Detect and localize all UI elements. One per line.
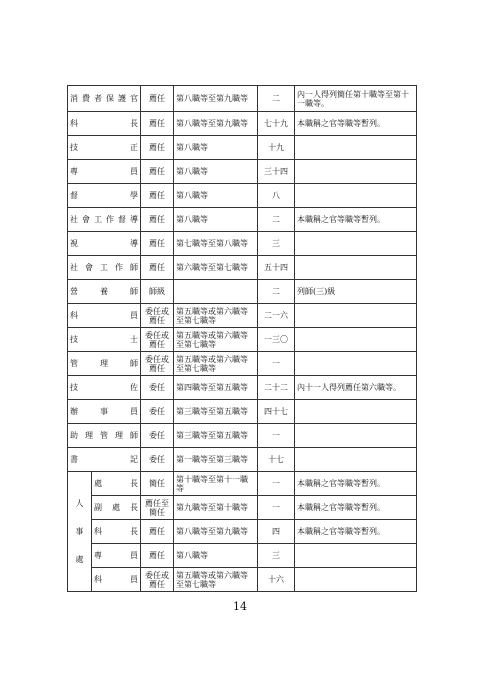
- position-title: 書 記: [68, 448, 141, 472]
- remark: 內十一人得列薦任第六職等。: [295, 376, 417, 400]
- remark: [295, 424, 417, 448]
- headcount: 十九: [258, 136, 295, 160]
- official-grade: 委任: [141, 448, 174, 472]
- remark: [295, 352, 417, 376]
- headcount: 二: [258, 208, 295, 232]
- headcount: 一: [258, 472, 295, 496]
- remark: [295, 448, 417, 472]
- remark: [295, 568, 417, 592]
- department-label-char: 事: [75, 527, 84, 536]
- remark: [295, 544, 417, 568]
- headcount: 二十二: [258, 376, 295, 400]
- rank-range: 第八職等: [174, 544, 258, 568]
- remark: [295, 256, 417, 280]
- position-title: 專 員: [92, 544, 141, 568]
- rank-range: 第三職等至第五職等: [174, 424, 258, 448]
- rank-range: 第八職等: [174, 184, 258, 208]
- rank-range: 第七職等至第八職等: [174, 232, 258, 256]
- remark: 本職稱之官等職等暫列。: [295, 472, 417, 496]
- position-title: 視 導: [68, 232, 141, 256]
- table-row: [68, 208, 417, 232]
- remark: 列師(三)級: [295, 280, 417, 304]
- headcount: 一: [258, 424, 295, 448]
- rank-range: 第五職等或第六職等至第七職等: [174, 352, 258, 376]
- headcount: 十七: [258, 448, 295, 472]
- headcount: 八: [258, 184, 295, 208]
- position-title: 科 員: [68, 304, 141, 328]
- official-grade: 委任或薦任: [141, 328, 174, 352]
- table-row: [68, 568, 417, 592]
- remark: 內一人得列簡任第十職等至第十一職等。: [295, 86, 417, 112]
- position-title: 社會工作督導: [68, 208, 141, 232]
- rank-range: 第八職等至第九職等: [174, 112, 258, 136]
- rank-range: 第四職等至第五職等: [174, 376, 258, 400]
- rank-range: 第十職等至第十一職等: [174, 472, 258, 496]
- headcount: 三: [258, 232, 295, 256]
- official-grade: 委任: [141, 400, 174, 424]
- table-row: [68, 352, 417, 376]
- official-grade: 薦任: [141, 520, 174, 544]
- remark: [295, 328, 417, 352]
- official-grade: 薦任: [141, 160, 174, 184]
- rank-range: 第九職等至第十職等: [174, 496, 258, 520]
- page-number: 14: [233, 600, 247, 613]
- rank-range: 第八職等至第九職等: [174, 520, 258, 544]
- rank-range: 第一職等至第三職等: [174, 448, 258, 472]
- table-row: [68, 496, 417, 520]
- position-title: 技 士: [68, 328, 141, 352]
- official-grade: 委任或薦任: [141, 352, 174, 376]
- headcount: 二: [258, 280, 295, 304]
- official-grade: 薦任: [141, 256, 174, 280]
- position-title: 副 處 長: [92, 496, 141, 520]
- department-label-char: 人: [75, 499, 84, 508]
- position-title: 科 長: [68, 112, 141, 136]
- official-grade: 薦任至簡任: [141, 496, 174, 520]
- remark: [295, 160, 417, 184]
- position-title: 消費者保護官: [68, 86, 141, 112]
- table-row: [68, 86, 417, 112]
- table-row: [68, 304, 417, 328]
- table-row: [68, 136, 417, 160]
- official-grade: 薦任: [141, 86, 174, 112]
- position-title: 助理管理師: [68, 424, 141, 448]
- official-grade: 委任: [141, 424, 174, 448]
- headcount: 七十九: [258, 112, 295, 136]
- position-title: 社會工作師: [68, 256, 141, 280]
- table-row: [68, 448, 417, 472]
- headcount: 三十四: [258, 160, 295, 184]
- position-title: 處 長: [92, 472, 141, 496]
- headcount: 四十七: [258, 400, 295, 424]
- table-row: [68, 424, 417, 448]
- rank-range: 第五職等或第六職等至第七職等: [174, 328, 258, 352]
- table-row: [68, 160, 417, 184]
- remark: [295, 304, 417, 328]
- rank-range: 第五職等或第六職等至第七職等: [174, 304, 258, 328]
- table-row: [68, 184, 417, 208]
- rank-range: 第八職等: [174, 136, 258, 160]
- table-row: [68, 472, 417, 496]
- rank-range: 第三職等至第五職等: [174, 400, 258, 424]
- headcount: 五十四: [258, 256, 295, 280]
- position-title: 營 養 師: [68, 280, 141, 304]
- official-grade: 委任或薦任: [141, 568, 174, 592]
- headcount: 十六: [258, 568, 295, 592]
- headcount: 三: [258, 544, 295, 568]
- official-grade: 薦任: [141, 184, 174, 208]
- rank-range: 第五職等或第六職等至第七職等: [174, 568, 258, 592]
- official-grade: 委任或薦任: [141, 304, 174, 328]
- rank-range: 第八職等至第九職等: [174, 86, 258, 112]
- table-row: [68, 280, 417, 304]
- headcount: 一三〇: [258, 328, 295, 352]
- position-title: 辦 事 員: [68, 400, 141, 424]
- headcount: 一: [258, 496, 295, 520]
- official-grade: 薦任: [141, 136, 174, 160]
- official-grade: 薦任: [141, 544, 174, 568]
- rank-range: 第八職等: [174, 208, 258, 232]
- position-title: 科 長: [92, 520, 141, 544]
- position-title: 技 正: [68, 136, 141, 160]
- position-title: 專 員: [68, 160, 141, 184]
- remark: [295, 232, 417, 256]
- official-grade: 薦任: [141, 208, 174, 232]
- headcount: 四: [258, 520, 295, 544]
- rank-range: 第六職等至第七職等: [174, 256, 258, 280]
- table-row: [68, 400, 417, 424]
- position-title: 科 員: [92, 568, 141, 592]
- headcount: 二: [258, 86, 295, 112]
- official-grade: 委任: [141, 376, 174, 400]
- rank-range: 第八職等: [174, 160, 258, 184]
- department-label-personnel-office: [68, 472, 92, 592]
- headcount: 一: [258, 352, 295, 376]
- headcount: 二一六: [258, 304, 295, 328]
- table-row: [68, 376, 417, 400]
- position-title: 督 學: [68, 184, 141, 208]
- remark: 本職稱之官等職等暫列。: [295, 208, 417, 232]
- remark: 本職稱之官等職等暫列。: [295, 520, 417, 544]
- table-row: [68, 328, 417, 352]
- remark: [295, 400, 417, 424]
- position-title: 技 佐: [68, 376, 141, 400]
- official-grade: 師級: [141, 280, 174, 304]
- remark: [295, 136, 417, 160]
- table-row: [68, 544, 417, 568]
- table-row: [68, 232, 417, 256]
- remark: [295, 184, 417, 208]
- table-row: [68, 520, 417, 544]
- official-grade: 薦任: [141, 232, 174, 256]
- personnel-table: [67, 85, 417, 592]
- table-row: [68, 256, 417, 280]
- department-label-char: 處: [75, 555, 84, 564]
- official-grade: 簡任: [141, 472, 174, 496]
- table-row: [68, 112, 417, 136]
- remark: 本職稱之官等職等暫列。: [295, 112, 417, 136]
- position-title: 管 理 師: [68, 352, 141, 376]
- remark: 本職稱之官等職等暫列。: [295, 496, 417, 520]
- rank-range: [174, 280, 258, 304]
- official-grade: 薦任: [141, 112, 174, 136]
